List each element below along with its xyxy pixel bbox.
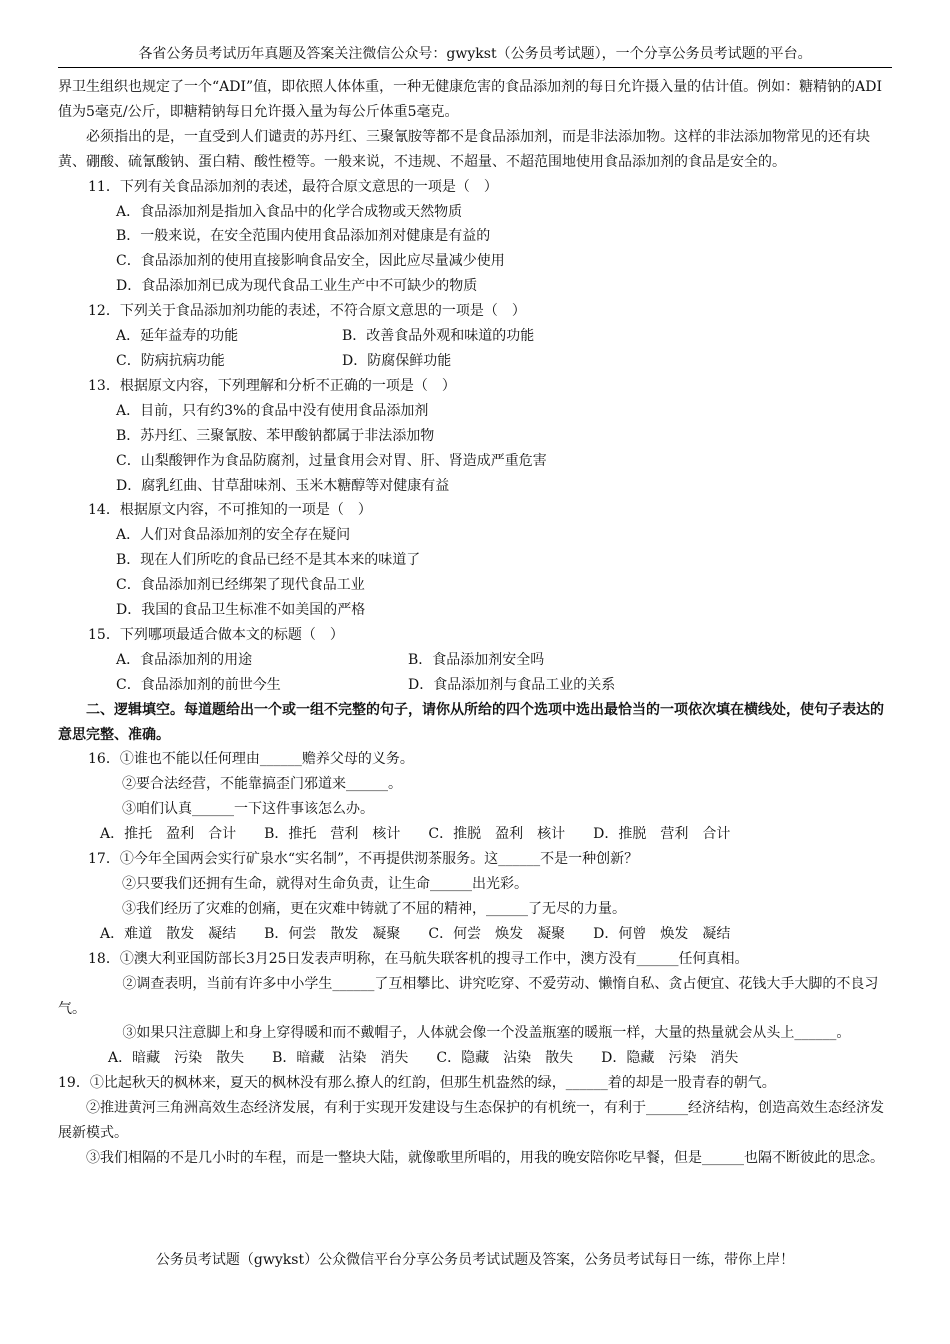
document-body bbox=[58, 75, 892, 1171]
question-14-option-c: C．食品添加剂已经绑架了现代食品工业 bbox=[116, 577, 365, 594]
question-17-sentence-1: 17．①今年全国两会实行矿泉水“实名制”，不再提供沏茶服务。这______不是一种创新？ bbox=[88, 851, 639, 868]
header-divider bbox=[58, 67, 892, 68]
question-18-sentence-3: ③如果只注意脚上和身上穿得暖和而不戴帽子，人体就会像一个没盖瓶塞的暖瓶一样，大量的热量就会从头上______。 bbox=[122, 1025, 851, 1042]
question-19-sentence-1: 19．①比起秋天的枫林来，夏天的枫林没有那么撩人的红韵，但那生机盎然的绿，______着的却是一股青春的朝气。 bbox=[58, 1075, 776, 1092]
question-13-stem: 13．根据原文内容，下列理解和分析不正确的一项是（ ） bbox=[88, 377, 456, 394]
question-15-options-row1 bbox=[58, 648, 892, 673]
question-12-option-d: D．防腐保鲜功能 bbox=[342, 352, 452, 369]
question-14-stem: 14．根据原文内容，不可推知的一项是（ ） bbox=[88, 502, 372, 519]
page-footer: 公务员考试题（gwykst）公众微信平台分享公务员考试试题及答案，公务员考试每日一练，带你上岸！ bbox=[155, 1252, 795, 1268]
question-16-sentence-2: ②要合法经营，不能靠搞歪门邪道来______。 bbox=[122, 776, 402, 793]
question-17-sentence-3: ③我们经历了灾难的创痛，更在灾难中铸就了不屈的精神，______了无尽的力量。 bbox=[122, 900, 626, 917]
question-14-option-a: A．人们对食品添加剂的安全存在疑问 bbox=[116, 527, 351, 544]
section-2-heading: 二、逻辑填空。每道题给出一个或一组不完整的句子，请你从所给的四个选项中选出最恰当的一项依次填在横线处，使句子表达的意思完整、准确。 bbox=[58, 701, 884, 743]
paragraph-adi: 界卫生组织也规定了一个“ADI”值，即依照人体体重，一种无健康危害的食品添加剂的每日允许摄入量的估计值。例如：糖精钠的ADI值为5毫克/公斤，即糖精钠每日允许摄入量为每公斤体重5毫克。 bbox=[58, 79, 883, 120]
question-16-options: A．推托 盈利 合计 B．推托 营利 核计 C．推脱 盈利 核计 D．推脱 营利 合计 bbox=[100, 826, 731, 843]
question-13-option-c: C．山梨酸钾作为食品防腐剂，过量食用会对胃、肝、肾造成严重危害 bbox=[116, 452, 547, 469]
question-13-option-b: B．苏丹红、三聚氰胺、苯甲酸钠都属于非法添加物 bbox=[116, 427, 435, 444]
question-12-option-c: C．防病抗病功能 bbox=[116, 352, 225, 369]
question-15-stem: 15．下列哪项最适合做本文的标题（ ） bbox=[88, 626, 344, 643]
question-18-sentence-2: ②调查表明，当前有许多中小学生______了互相攀比、讲究吃穿、不爱劳动、懒惰自私、贪占便宜、花钱大手大脚的不良习气。 bbox=[58, 975, 879, 1017]
question-17-sentence-2: ②只要我们还拥有生命，就得对生命负责，让生命______出光彩。 bbox=[122, 876, 528, 892]
question-18-sentence-1: 18．①澳大利亚国防部长3月25日发表声明称，在马航失联客机的搜寻工作中，澳方没有______任何真相。 bbox=[88, 950, 749, 967]
question-12-options-row1 bbox=[58, 324, 892, 349]
question-11-option-b: B．一般来说，在安全范围内使用食品添加剂对健康是有益的 bbox=[116, 228, 491, 245]
paragraph-illegal-additives: 必须指出的是，一直受到人们谴责的苏丹红、三聚氰胺等都不是食品添加剂，而是非法添加物。这样的非法添加物常见的还有块黄、硼酸、硫氰酸钠、蛋白精、酸性橙等。一般来说，不违规、不超量、不超范围地使用食品添加剂的食品是安全的。 bbox=[58, 128, 870, 170]
question-16-sentence-1: 16．①谁也不能以任何理由______赡养父母的义务。 bbox=[88, 751, 414, 768]
question-16-sentence-3: ③咱们认真______一下这件事该怎么办。 bbox=[122, 801, 374, 818]
question-19-sentence-2: ②推进黄河三角洲高效生态经济发展，有利于实现开发建设与生态保护的有机统一，有利于______经济结构，创造高效生态经济发展新模式。 bbox=[58, 1100, 884, 1142]
question-14-option-b: B．现在人们所吃的食品已经不是其本来的味道了 bbox=[116, 552, 421, 569]
question-17-options: A．难道 散发 凝结 B．何尝 散发 凝聚 C．何尝 焕发 凝聚 D．何曾 焕发 凝结 bbox=[100, 925, 731, 942]
question-15-option-a: A．食品添加剂的用途 bbox=[116, 651, 253, 668]
question-14-option-d: D．我国的食品卫生标准不如美国的严格 bbox=[116, 602, 366, 619]
question-11-option-a: A．食品添加剂是指加入食品中的化学合成物或天然物质 bbox=[116, 203, 463, 220]
question-11-option-c: C．食品添加剂的使用直接影响食品安全，因此应尽量减少使用 bbox=[116, 253, 505, 270]
question-15-option-c: C．食品添加剂的前世今生 bbox=[116, 676, 281, 693]
question-11-option-d: D．食品添加剂已成为现代食品工业生产中不可缺少的物质 bbox=[116, 278, 478, 295]
question-19-sentence-3: ③我们相隔的不是几小时的车程，而是一整块大陆，就像歌里所唱的，用我的晚安陪你吃早餐，但是______也隔不断彼此的思念。 bbox=[86, 1149, 884, 1166]
page-header: 各省公务员考试历年真题及答案关注微信公众号：gwykst（公务员考试题），一个分享公务员考试题的平台。 bbox=[138, 46, 812, 62]
question-15-options-row2 bbox=[58, 673, 892, 698]
question-12-option-b: B．改善食品外观和味道的功能 bbox=[342, 328, 535, 345]
question-11-stem: 11．下列有关食品添加剂的表述，最符合原文意思的一项是（ ） bbox=[88, 178, 498, 195]
question-18-options: A．暗藏 污染 散失 B．暗藏 沾染 消失 C．隐藏 沾染 散失 D．隐藏 污染 消失 bbox=[108, 1050, 739, 1067]
question-12-options-row2 bbox=[58, 349, 892, 374]
question-13-option-a: A．目前，只有约3%的食品中没有使用食品添加剂 bbox=[116, 402, 429, 419]
question-12-stem: 12．下列关于食品添加剂功能的表述，不符合原文意思的一项是（ ） bbox=[88, 303, 526, 320]
question-13-option-d: D．腐乳红曲、甘草甜味剂、玉米木糖醇等对健康有益 bbox=[116, 477, 450, 494]
question-12-option-a: A．延年益寿的功能 bbox=[116, 328, 239, 345]
question-15-option-d: D．食品添加剂与食品工业的关系 bbox=[408, 676, 616, 693]
question-15-option-b: B．食品添加剂安全吗 bbox=[408, 651, 545, 668]
